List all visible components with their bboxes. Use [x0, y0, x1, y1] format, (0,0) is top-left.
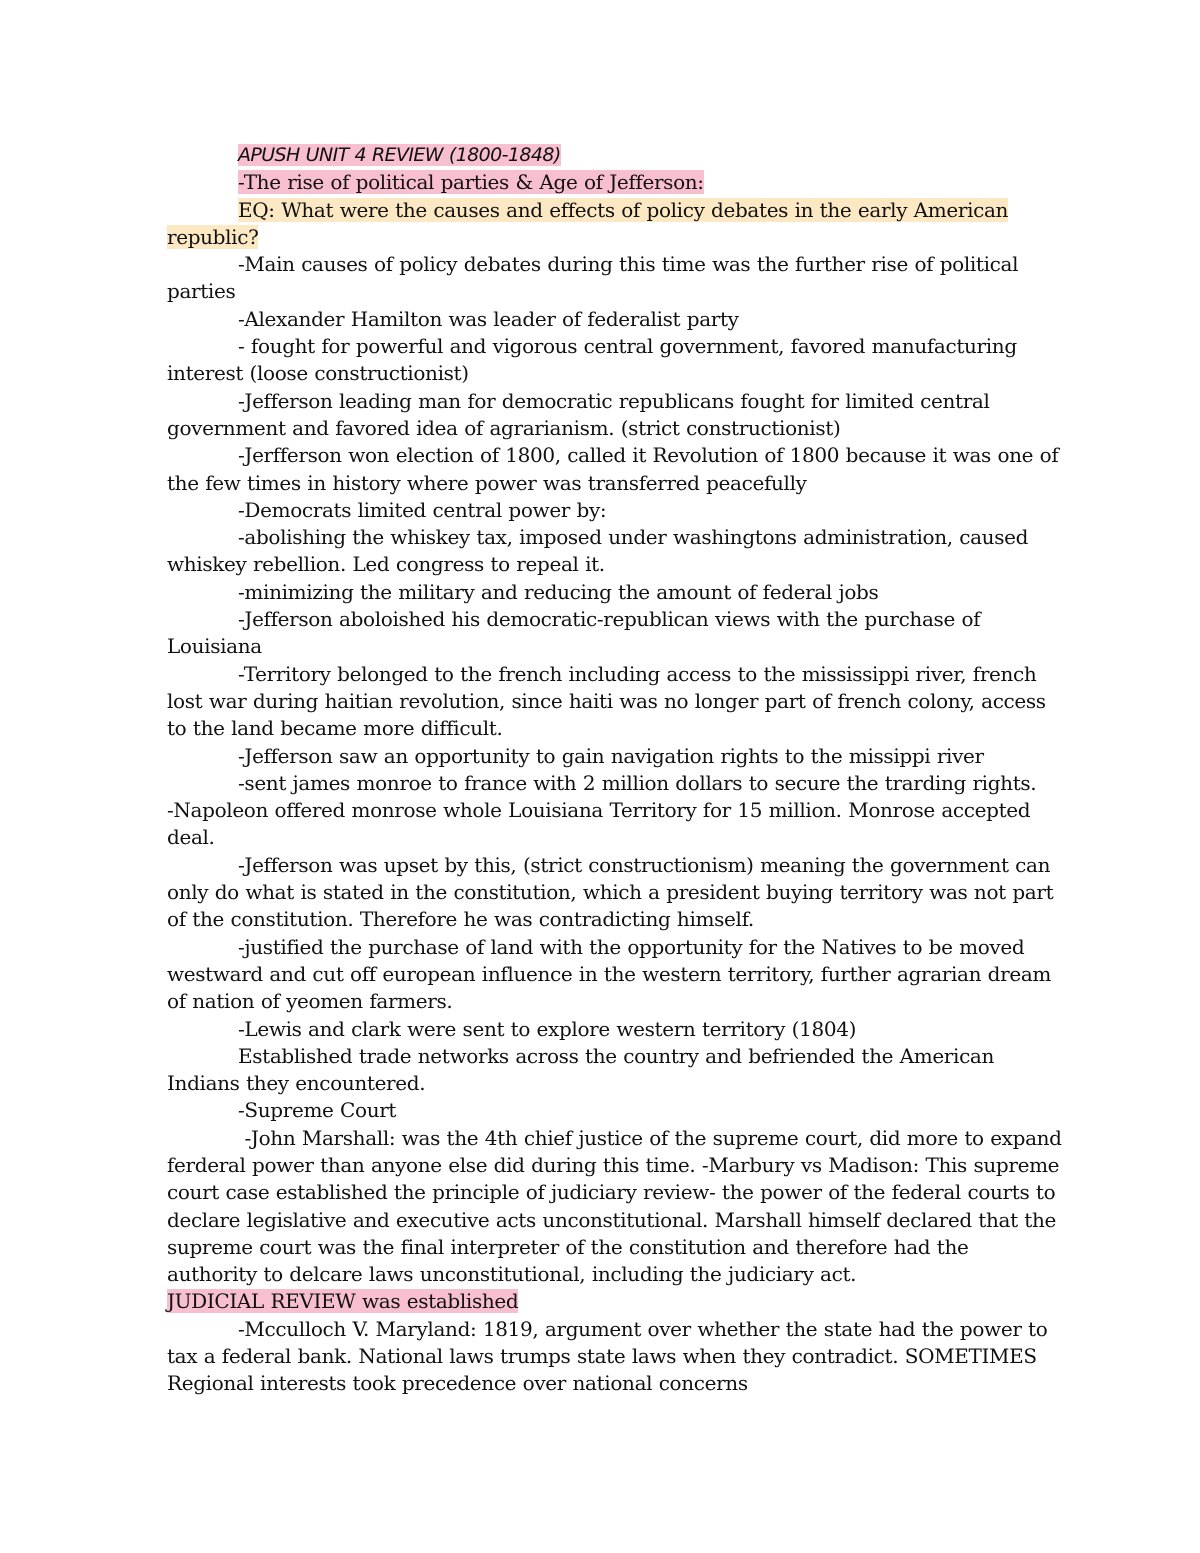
paragraph-navigation-rights: -Jefferson saw an opportunity to gain navigation rights to the missippi river — [238, 743, 984, 768]
document-body — [167, 141, 1069, 1398]
paragraph-policy-debates: -Main causes of policy debates during this time was the further rise of political parties — [167, 252, 1019, 304]
paragraph-federalist-views: - fought for powerful and vigorous central government, favored manufacturing interest (loose constructionist) — [167, 334, 1017, 386]
paragraph-jefferson-republicans: -Jefferson leading man for democratic republicans fought for limited central government and favored idea of agrarianism. (strict constructionist) — [167, 388, 990, 440]
paragraph-democrats-limited-power: -Democrats limited central power by: — [238, 497, 607, 522]
paragraph-trade-networks: Established trade networks across the country and befriended the American Indians they encountered. — [167, 1043, 995, 1096]
essential-question: EQ: What were the causes and effects of policy debates in the early American republic? — [167, 197, 1009, 249]
paragraph-territory-french: -Territory belonged to the french including access to the mississippi river, french lost war during haitian revolution, since haiti was no longer part of french colony, access to the land became more difficult. — [167, 661, 1046, 741]
judicial-review-highlight: JUDICIAL REVIEW was established — [167, 1289, 519, 1314]
paragraph-whiskey-tax: -abolishing the whiskey tax, imposed under washingtons administration, caused whiskey rebellion. Led congress to repeal it. — [167, 525, 1029, 577]
document-title: APUSH UNIT 4 REVIEW (1800-1848) — [238, 144, 561, 166]
paragraph-napoleon-offer: -Napoleon offered monrose whole Louisiana Territory for 15 million. Monrose accepted deal. — [167, 798, 1031, 850]
judicial-review-line — [167, 1288, 1062, 1315]
paragraph-james-monroe: -sent james monroe to france with 2 million dollars to secure the trarding rights. — [238, 770, 1037, 795]
section-heading: -The rise of political parties & Age of Jefferson: — [238, 170, 704, 195]
paragraph-louisiana-purchase: -Jefferson aboloished his democratic-republican views with the purchase of Louisiana — [167, 607, 981, 659]
paragraph-strict-constructionism: -Jefferson was upset by this, (strict constructionism) meaning the government can only do what is stated in the constitution, which a president buying territory was not part of the constitution. Therefore he was contradicting himself. — [167, 852, 1054, 932]
paragraph-lewis-clark: -Lewis and clark were sent to explore western territory (1804) — [238, 1016, 857, 1041]
paragraph-john-marshall: -John Marshall: was the 4th chief justice of the supreme court, did more to expand ferderal power than anyone else did during this time. -Marbury vs Madison: This supreme court case established the principle of judiciary review- the power of the federal courts to declare legislative and executive acts unconstitutional. Marshall himself declared that the supreme court was the final interpreter of the constitution and therefore had the authority to delcare laws unconstitutional, including the judiciary act. — [167, 1125, 1069, 1287]
paragraph-election-1800: -Jerfferson won election of 1800, called it Revolution of 1800 because it was one of the few times in history where power was transferred peacefully — [167, 443, 1059, 495]
paragraph-mcculloch: -Mcculloch V. Maryland: 1819, argument over whether the state had the power to tax a federal bank. National laws trumps state laws when they contradict. SOMETIMES Regional interests took precedence over national concerns — [167, 1316, 1048, 1396]
paragraph-supreme-court: -Supreme Court — [238, 1098, 397, 1123]
essential-question-line — [167, 197, 1062, 252]
section-heading-line — [167, 169, 1062, 196]
paragraph-hamilton: -Alexander Hamilton was leader of federalist party — [238, 306, 739, 331]
document-title-line — [167, 141, 1062, 169]
paragraph-military: -minimizing the military and reducing the amount of federal jobs — [238, 579, 879, 604]
paragraph-justification: -justified the purchase of land with the opportunity for the Natives to be moved westward and cut off european influence in the western territory, further agrarian dream of nation of yeomen farmers. — [167, 934, 1052, 1014]
